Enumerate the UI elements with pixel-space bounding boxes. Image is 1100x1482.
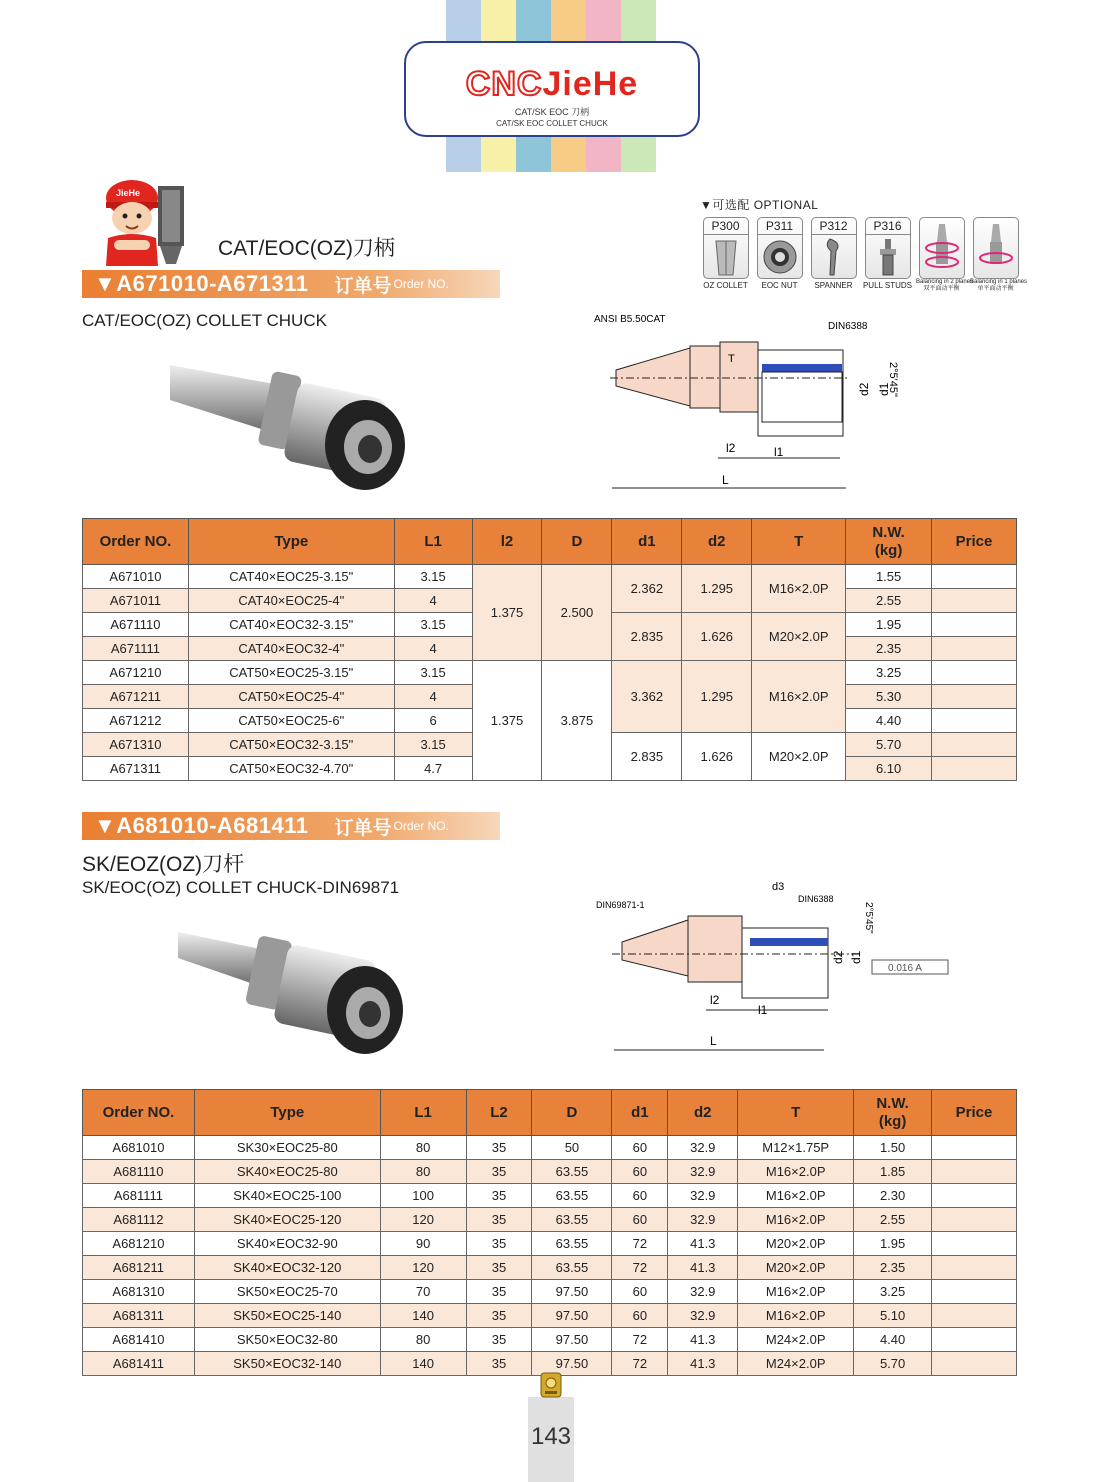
cell-t: M16×2.0P — [738, 1208, 854, 1232]
optional-code: P311 — [758, 218, 802, 235]
cell-d: 63.55 — [532, 1256, 612, 1280]
nut-icon — [758, 235, 802, 279]
cell-order: A681112 — [83, 1208, 195, 1232]
cell-order: A681211 — [83, 1256, 195, 1280]
cell-order: A681311 — [83, 1304, 195, 1328]
cell-t: M12×1.75P — [738, 1136, 854, 1160]
mascot-coin-icon — [535, 1369, 567, 1401]
cell-price — [932, 1256, 1017, 1280]
cell-type: CAT40×EOC25-3.15" — [188, 565, 394, 589]
cell-order: A671311 — [83, 757, 189, 781]
cell-l1: 4 — [394, 685, 472, 709]
cell-d: 3.875 — [542, 661, 612, 781]
cell-d1: 60 — [612, 1184, 668, 1208]
cell-d: 97.50 — [532, 1304, 612, 1328]
cell-nw: 2.55 — [854, 1208, 932, 1232]
cell-order: A671011 — [83, 589, 189, 613]
cell-order: A671010 — [83, 565, 189, 589]
drawing-tolerance-label: 0.016 A — [888, 963, 922, 974]
optional-label: PULL STUDS — [862, 281, 913, 290]
cell-d1: 2.835 — [612, 733, 682, 781]
logo-jiehe-text: JieHe — [542, 65, 639, 103]
table-row — [83, 565, 1017, 589]
cell-nw: 5.30 — [846, 685, 932, 709]
cell-price — [932, 1232, 1017, 1256]
table-row — [83, 1136, 1017, 1160]
optional-item-balancing-1 — [970, 217, 1028, 293]
drawing-angle-label: 2°5'45" — [887, 362, 899, 397]
cell-l2: 35 — [466, 1304, 532, 1328]
cell-nw: 1.55 — [846, 565, 932, 589]
optional-item-spanner — [808, 217, 859, 293]
cell-l1: 3.15 — [394, 565, 472, 589]
col-l2: L2 — [466, 1090, 532, 1136]
cell-d2: 32.9 — [668, 1280, 738, 1304]
optional-code: P312 — [812, 218, 856, 235]
section2-order-bar — [82, 812, 500, 840]
cell-d1: 72 — [612, 1328, 668, 1352]
col-nw: N.W. (kg) — [846, 519, 932, 565]
optional-item-eoc-nut — [754, 217, 805, 293]
cell-l2: 35 — [466, 1232, 532, 1256]
cell-d: 2.500 — [542, 565, 612, 661]
cell-nw: 5.70 — [846, 733, 932, 757]
cell-order: A671210 — [83, 661, 189, 685]
table-row — [83, 1184, 1017, 1208]
cell-price — [932, 757, 1017, 781]
cell-nw: 1.50 — [854, 1136, 932, 1160]
brand-logo — [406, 65, 698, 103]
drawing-l1-label: l1 — [758, 1003, 768, 1017]
optional-label-cn: 单平面动平衡 — [977, 286, 1014, 292]
mascot-icon — [98, 176, 194, 266]
pull-stud-icon — [866, 235, 910, 279]
cell-d2: 32.9 — [668, 1208, 738, 1232]
cell-d2: 1.295 — [682, 661, 752, 733]
drawing-din6388-label: DIN6388 — [798, 894, 834, 904]
cell-d2: 1.295 — [682, 565, 752, 613]
cell-d1: 60 — [612, 1280, 668, 1304]
cell-nw: 2.35 — [846, 637, 932, 661]
cell-order: A681210 — [83, 1232, 195, 1256]
optional-label-cn: 双平面动平衡 — [923, 286, 960, 292]
cell-l2: 35 — [466, 1160, 532, 1184]
cell-type: CAT50×EOC25-6" — [188, 709, 394, 733]
cell-type: SK50×EOC32-140 — [194, 1352, 380, 1376]
cell-order: A681010 — [83, 1136, 195, 1160]
section2-subtitle: SK/EOC(OZ) COLLET CHUCK-DIN69871 — [82, 878, 400, 897]
cell-type: SK50×EOC25-70 — [194, 1280, 380, 1304]
cell-l1: 4 — [394, 637, 472, 661]
cell-price — [932, 1160, 1017, 1184]
cell-d1: 3.362 — [612, 661, 682, 733]
section2-title-cn: SK/EOZ(OZ)刀杆 — [82, 853, 245, 876]
col-l1: L1 — [394, 519, 472, 565]
cell-price — [932, 565, 1017, 589]
drawing-d1-label: d1 — [849, 950, 863, 964]
cell-price — [932, 613, 1017, 637]
cell-type: CAT50×EOC32-3.15" — [188, 733, 394, 757]
cell-l2: 1.375 — [472, 661, 542, 781]
cell-d1: 60 — [612, 1136, 668, 1160]
col-type: Type — [194, 1090, 380, 1136]
col-d1: d1 — [612, 1090, 668, 1136]
cell-t: M20×2.0P — [738, 1232, 854, 1256]
col-t: T — [752, 519, 846, 565]
col-l1: L1 — [380, 1090, 466, 1136]
cell-d1: 72 — [612, 1352, 668, 1376]
cell-d2: 1.626 — [682, 613, 752, 661]
cell-l1: 4 — [394, 589, 472, 613]
cell-l1: 140 — [380, 1304, 466, 1328]
cell-l2: 1.375 — [472, 565, 542, 661]
section2-order-code: ▼A681010-A681411 — [94, 813, 309, 838]
cell-l2: 35 — [466, 1184, 532, 1208]
drawing-angle-label: 2°5'45" — [863, 902, 874, 934]
logo-subtitle-cn: CAT/SK EOC 刀柄 — [514, 107, 590, 117]
cell-t: M24×2.0P — [738, 1352, 854, 1376]
cell-nw: 2.35 — [854, 1256, 932, 1280]
cell-d: 97.50 — [532, 1280, 612, 1304]
cell-order: A681110 — [83, 1160, 195, 1184]
cell-d1: 60 — [612, 1208, 668, 1232]
cell-nw: 3.25 — [854, 1280, 932, 1304]
cell-l2: 35 — [466, 1136, 532, 1160]
cell-nw: 4.40 — [854, 1328, 932, 1352]
cell-nw: 2.30 — [854, 1184, 932, 1208]
cell-d: 97.50 — [532, 1352, 612, 1376]
cell-order: A671111 — [83, 637, 189, 661]
cell-price — [932, 637, 1017, 661]
cell-l1: 3.15 — [394, 613, 472, 637]
optional-code: P300 — [704, 218, 748, 235]
table-row — [83, 1232, 1017, 1256]
cell-order: A671310 — [83, 733, 189, 757]
cell-type: SK40×EOC32-120 — [194, 1256, 380, 1280]
section1-spec-table — [82, 518, 1017, 781]
cell-d1: 72 — [612, 1232, 668, 1256]
section1-order-label-en: Order NO. — [393, 277, 449, 291]
sk-technical-drawing — [592, 880, 952, 1060]
optional-accessories — [700, 196, 1028, 293]
drawing-L-label: L — [710, 1034, 717, 1048]
section2-order-label-cn: 订单号 — [334, 817, 392, 839]
table-row — [83, 1160, 1017, 1184]
logo-subtitle-en: CAT/SK EOC COLLET CHUCK — [496, 119, 608, 128]
cell-d2: 41.3 — [668, 1328, 738, 1352]
col-d2: d2 — [668, 1090, 738, 1136]
cell-order: A681310 — [83, 1280, 195, 1304]
table-row — [83, 661, 1017, 685]
col-t: T — [738, 1090, 854, 1136]
col-d: D — [542, 519, 612, 565]
cell-nw: 1.95 — [854, 1232, 932, 1256]
table-row — [83, 1256, 1017, 1280]
cell-type: SK40×EOC25-100 — [194, 1184, 380, 1208]
optional-code: P316 — [866, 218, 910, 235]
drawing-t-label: T — [728, 353, 735, 365]
cell-t: M16×2.0P — [752, 565, 846, 613]
col-type: Type — [188, 519, 394, 565]
cell-l2: 35 — [466, 1328, 532, 1352]
cell-d: 63.55 — [532, 1208, 612, 1232]
sk-collet-chuck-photo — [170, 910, 410, 1065]
cell-d: 97.50 — [532, 1328, 612, 1352]
mascot-cap-text: JieHe — [116, 188, 141, 198]
cell-price — [932, 589, 1017, 613]
col-l2: l2 — [472, 519, 542, 565]
cell-nw: 1.95 — [846, 613, 932, 637]
optional-item-pull-studs — [862, 217, 913, 293]
cell-d1: 60 — [612, 1160, 668, 1184]
cell-type: CAT40×EOC32-4" — [188, 637, 394, 661]
logo-cnc-text: CNC — [465, 65, 543, 103]
cell-price — [932, 733, 1017, 757]
cell-l1: 4.7 — [394, 757, 472, 781]
cell-price — [932, 1136, 1017, 1160]
section1-title-cn: CAT/EOC(OZ)刀柄 — [218, 237, 395, 260]
cell-price — [932, 1328, 1017, 1352]
cell-type: CAT50×EOC32-4.70" — [188, 757, 394, 781]
section1-order-bar — [82, 270, 500, 298]
cell-l1: 100 — [380, 1184, 466, 1208]
cell-nw: 5.10 — [854, 1304, 932, 1328]
cell-type: CAT50×EOC25-3.15" — [188, 661, 394, 685]
cell-price — [932, 1184, 1017, 1208]
drawing-ansi-label: ANSI B5.50CAT — [594, 314, 666, 325]
balancing-1-plane-icon — [974, 218, 1018, 278]
cell-order: A671212 — [83, 709, 189, 733]
drawing-l1-label: l1 — [774, 445, 784, 459]
cell-type: SK50×EOC25-140 — [194, 1304, 380, 1328]
cell-l1: 3.15 — [394, 733, 472, 757]
cell-l1: 3.15 — [394, 661, 472, 685]
drawing-din69871-label: DIN69871-1 — [596, 900, 645, 910]
cell-price — [932, 1280, 1017, 1304]
optional-label: Balancing in 2 planes — [916, 279, 974, 285]
cell-t: M16×2.0P — [738, 1280, 854, 1304]
cell-t: M20×2.0P — [752, 733, 846, 781]
page-number: 143 — [530, 1423, 572, 1450]
cell-d2: 32.9 — [668, 1136, 738, 1160]
cell-nw: 3.25 — [846, 661, 932, 685]
cell-d: 50 — [532, 1136, 612, 1160]
cell-price — [932, 1304, 1017, 1328]
cell-d2: 32.9 — [668, 1304, 738, 1328]
cell-d: 63.55 — [532, 1232, 612, 1256]
optional-label: Balancing in 1 planes — [970, 279, 1028, 285]
table-row — [83, 1304, 1017, 1328]
cat-technical-drawing — [590, 310, 930, 495]
section1-order-label-cn: 订单号 — [334, 275, 392, 297]
cell-price — [932, 661, 1017, 685]
cell-t: M16×2.0P — [738, 1184, 854, 1208]
cell-type: CAT40×EOC32-3.15" — [188, 613, 394, 637]
cell-order: A681411 — [83, 1352, 195, 1376]
cell-t: M20×2.0P — [752, 613, 846, 661]
cell-l2: 35 — [466, 1280, 532, 1304]
section1-order-code: ▼A671010-A671311 — [94, 271, 309, 296]
cell-order: A671211 — [83, 685, 189, 709]
cell-l1: 90 — [380, 1232, 466, 1256]
table-header-row — [83, 519, 1017, 565]
drawing-l2-label: l2 — [726, 441, 736, 455]
cell-t: M20×2.0P — [738, 1256, 854, 1280]
cell-d1: 2.835 — [612, 613, 682, 661]
table-row — [83, 1328, 1017, 1352]
section2-order-label-en: Order NO. — [393, 819, 449, 833]
cell-l1: 140 — [380, 1352, 466, 1376]
drawing-d2-label: d2 — [831, 950, 845, 964]
brand-logo-box — [404, 41, 700, 137]
cell-l1: 120 — [380, 1208, 466, 1232]
cell-t: M16×2.0P — [738, 1304, 854, 1328]
col-order-no: Order NO. — [83, 1090, 195, 1136]
drawing-d2-label: d2 — [857, 382, 871, 396]
optional-item-oz-collet — [700, 217, 751, 293]
table-row — [83, 1280, 1017, 1304]
collet-icon — [704, 235, 748, 279]
cell-type: CAT40×EOC25-4" — [188, 589, 394, 613]
col-price: Price — [932, 1090, 1017, 1136]
cell-nw: 5.70 — [854, 1352, 932, 1376]
optional-label: OZ COLLET — [703, 281, 748, 290]
col-nw: N.W. (kg) — [854, 1090, 932, 1136]
table-header-row — [83, 1090, 1017, 1136]
cell-l1: 120 — [380, 1256, 466, 1280]
cell-t: M16×2.0P — [738, 1160, 854, 1184]
cell-l1: 80 — [380, 1328, 466, 1352]
cell-order: A671110 — [83, 613, 189, 637]
cell-type: SK40×EOC25-120 — [194, 1208, 380, 1232]
cell-d2: 41.3 — [668, 1232, 738, 1256]
cell-l1: 6 — [394, 709, 472, 733]
cell-price — [932, 1352, 1017, 1376]
cell-d1: 60 — [612, 1304, 668, 1328]
balancing-2-planes-icon — [920, 218, 964, 278]
cell-type: SK50×EOC32-80 — [194, 1328, 380, 1352]
cell-nw: 2.55 — [846, 589, 932, 613]
section2-spec-table — [82, 1089, 1017, 1376]
cell-type: SK40×EOC25-80 — [194, 1160, 380, 1184]
cell-d: 63.55 — [532, 1184, 612, 1208]
col-d: D — [532, 1090, 612, 1136]
cell-l2: 35 — [466, 1256, 532, 1280]
cell-price — [932, 1208, 1017, 1232]
cell-type: SK40×EOC32-90 — [194, 1232, 380, 1256]
cell-l1: 80 — [380, 1160, 466, 1184]
cell-order: A681410 — [83, 1328, 195, 1352]
cell-nw: 6.10 — [846, 757, 932, 781]
drawing-L-label: L — [722, 473, 729, 487]
col-d2: d2 — [682, 519, 752, 565]
cell-l1: 80 — [380, 1136, 466, 1160]
cell-type: CAT50×EOC25-4" — [188, 685, 394, 709]
cell-nw: 4.40 — [846, 709, 932, 733]
optional-label: EOC NUT — [761, 281, 798, 290]
cell-d: 63.55 — [532, 1160, 612, 1184]
cell-d2: 32.9 — [668, 1160, 738, 1184]
col-d1: d1 — [612, 519, 682, 565]
cell-l2: 35 — [466, 1352, 532, 1376]
cell-d2: 1.626 — [682, 733, 752, 781]
cell-d1: 2.362 — [612, 565, 682, 613]
optional-title: ▼可选配 OPTIONAL — [700, 198, 819, 212]
cell-d1: 72 — [612, 1256, 668, 1280]
page-number-tab — [528, 1397, 574, 1482]
spanner-icon — [812, 235, 856, 279]
drawing-l2-label: l2 — [710, 993, 720, 1007]
drawing-d1-label: d1 — [877, 382, 891, 396]
col-price: Price — [932, 519, 1017, 565]
cell-order: A681111 — [83, 1184, 195, 1208]
col-order-no: Order NO. — [83, 519, 189, 565]
cell-t: M24×2.0P — [738, 1328, 854, 1352]
cell-t: M16×2.0P — [752, 661, 846, 733]
drawing-d3-label: d3 — [772, 881, 785, 893]
cell-l2: 35 — [466, 1208, 532, 1232]
cell-nw: 1.85 — [854, 1160, 932, 1184]
section1-subtitle: CAT/EOC(OZ) COLLET CHUCK — [82, 311, 327, 330]
cell-l1: 70 — [380, 1280, 466, 1304]
cell-d2: 41.3 — [668, 1256, 738, 1280]
cell-d2: 32.9 — [668, 1184, 738, 1208]
table-row — [83, 1208, 1017, 1232]
cat-collet-chuck-photo — [160, 345, 410, 505]
optional-label: SPANNER — [814, 281, 853, 290]
cell-type: SK30×EOC25-80 — [194, 1136, 380, 1160]
cell-price — [932, 685, 1017, 709]
optional-item-balancing-2 — [916, 217, 974, 293]
cell-d2: 41.3 — [668, 1352, 738, 1376]
cell-price — [932, 709, 1017, 733]
drawing-din-label: DIN6388 — [828, 321, 868, 332]
